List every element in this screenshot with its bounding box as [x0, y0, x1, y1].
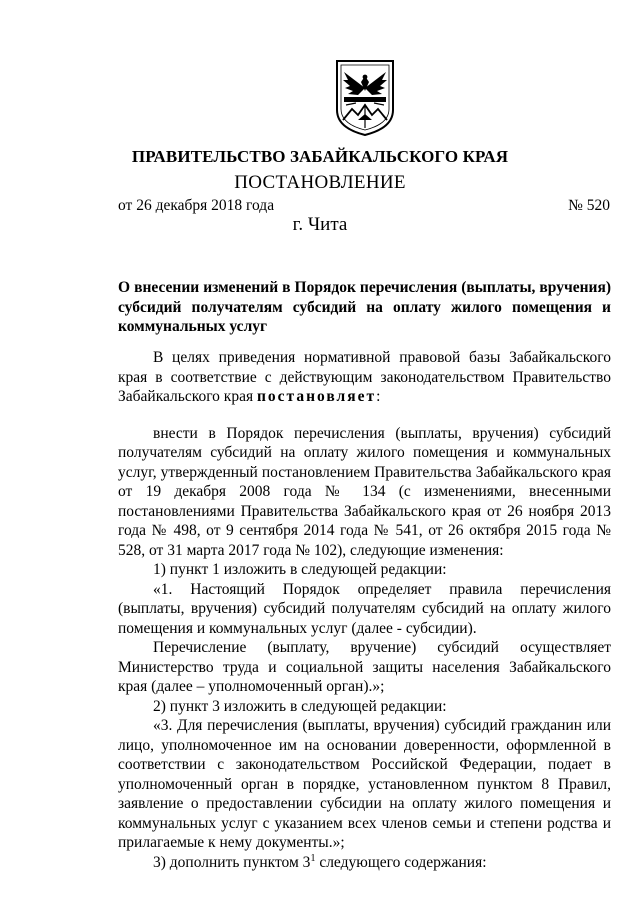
document-city: г. Чита — [292, 214, 348, 235]
preamble-text: В целях приведения нормативной правовой базы Забайкальского края в соответствие с действующим законодательством Правительство Забайкальского края — [118, 349, 611, 405]
body-paragraph: «3. Для перечисления (выплаты, вручения) субсидий гражданин или лицо, уполномоченное им на основании доверенности, оформленной в соответствии с законодательством Российской Федерации, подает в уполномоченный орган в порядке, установленном пунктом 8 Правил, заявление о предоставлении субсидии на оплату жилого помещения и коммунальных услуг с указанием всех членов семьи и степени родства и прилагаемые к нему документы.»; — [118, 717, 611, 851]
body-paragraph: внести в Порядок перечисления (выплаты, вручения) субсидий получателям субсидий на оплату жилого помещения и коммунальных услуг, утвержденный постановлением Правительства Забайкальского края от 19 декабря 2008 года № 134 (с изменениями, внесенными постановлениями Правительства Забайкальского края от 26 ноября 2013 года № 498, от 9 сентября 2014 года № 541, от 26 октября 2015 года № 528, от 31 марта 2017 года № 102), следующие изменения: — [118, 424, 611, 559]
body-paragraph-last — [118, 853, 611, 873]
last-item-tail: следующего содержания: — [315, 853, 487, 871]
body-paragraph: Перечисление (выплату, вручение) субсидий осуществляет Министерство труда и социальной защиты населения Забайкальского края (далее – уполномоченный орган).»; — [118, 639, 611, 695]
body-paragraph: 1) пункт 1 изложить в следующей редакции: — [153, 561, 447, 578]
document-body — [118, 348, 611, 872]
coat-of-arms-emblem — [334, 58, 396, 138]
government-title: ПРАВИТЕЛЬСТВО ЗАБАЙКАЛЬСКОГО КРАЯ — [131, 147, 509, 166]
body-paragraph: «1. Настоящий Порядок определяет правила перечисления (выплаты, вручения) субсидий получателям субсидий на оплату жилого помещения и коммунальных услуг (далее - субсидии). — [118, 580, 611, 637]
document-subject: О внесении изменений в Порядок перечисления (выплаты, вручения) субсидий получателям субсидий на оплату жилого помещения и коммунальных услуг — [118, 279, 611, 335]
decree-colon: : — [376, 388, 381, 405]
document-type: ПОСТАНОВЛЕНИЕ — [234, 172, 406, 193]
preamble-paragraph — [118, 348, 611, 407]
last-item-text: 3) дополнить пунктом 3 — [153, 853, 311, 871]
document-date: от 26 декабря 2018 года — [118, 197, 275, 214]
body-paragraph: 2) пункт 3 изложить в следующей редакции: — [153, 697, 447, 715]
decree-word: постановляет — [256, 388, 377, 405]
last-item-superscript: 1 — [310, 852, 316, 864]
document-number: № 520 — [568, 197, 610, 214]
